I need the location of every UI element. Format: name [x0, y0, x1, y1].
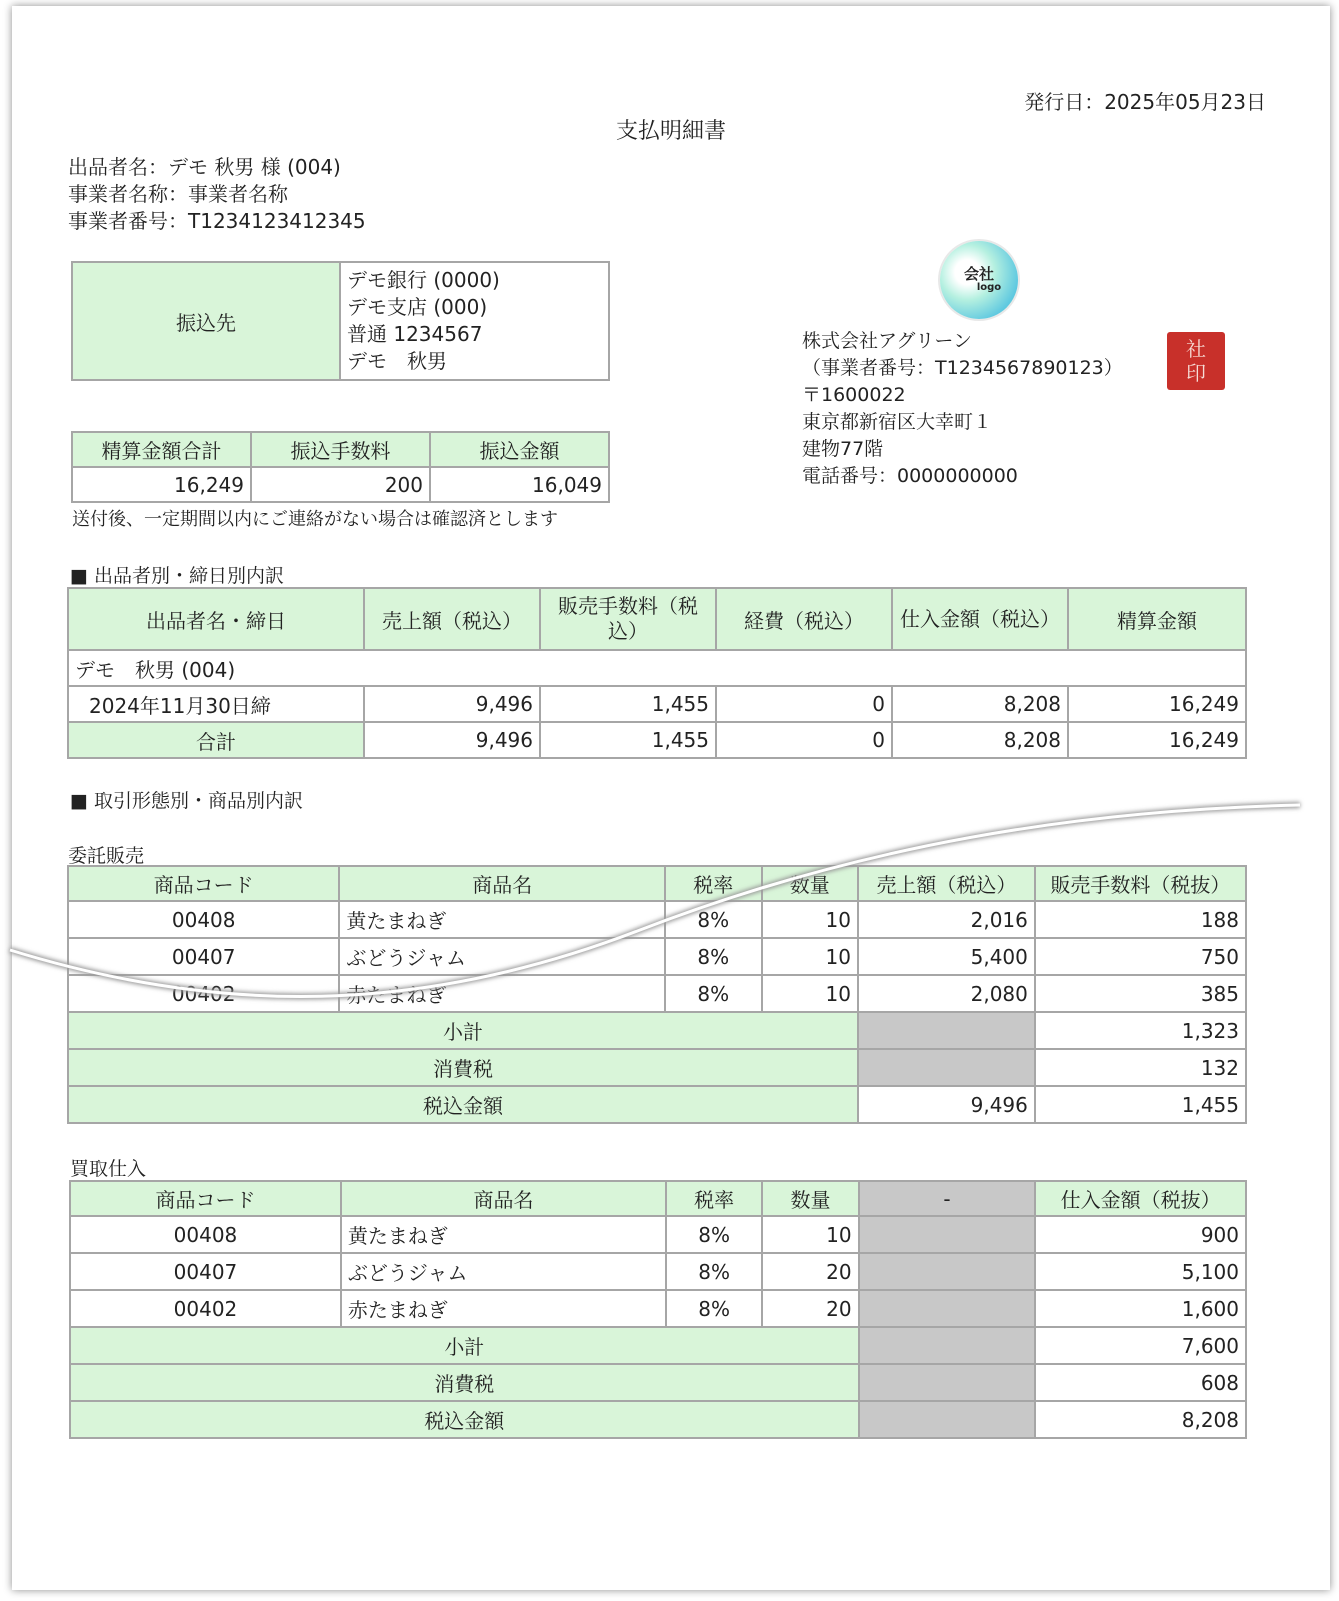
company-address: 東京都新宿区大幸町１ — [802, 411, 993, 433]
summary-table — [71, 431, 610, 503]
purchase-label: 買取仕入 — [70, 1158, 147, 1180]
bank-details — [340, 262, 609, 380]
table-row — [68, 975, 1246, 1012]
table-row — [70, 1216, 1246, 1253]
cell-qty: 10 — [762, 901, 858, 938]
cell-amount: 1,600 — [1035, 1290, 1246, 1327]
col-sales-fee: 販売手数料（税抜） — [1035, 866, 1246, 901]
subtotal-label: 小計 — [70, 1327, 859, 1364]
tax-label: 消費税 — [70, 1364, 859, 1401]
col-purchase: 仕入金額（税込） — [892, 588, 1068, 650]
cell-name: 赤たまねぎ — [339, 975, 665, 1012]
cell-sales: 2,016 — [858, 901, 1035, 938]
seal-char-1: 社 — [1186, 337, 1206, 361]
col-tax-rate: 税率 — [666, 1181, 762, 1216]
cell-name: 黄たまねぎ — [341, 1216, 666, 1253]
cell-name: ぶどうジャム — [341, 1253, 666, 1290]
total-sales: 9,496 — [364, 722, 540, 758]
seller-name: 出品者名：デモ 秋男 様 (004) — [68, 155, 341, 179]
cell-rate: 8% — [665, 901, 761, 938]
summary-header-total: 精算金額合計 — [72, 432, 251, 467]
summary-total-value: 16,249 — [72, 467, 251, 502]
col-settlement: 精算金額 — [1068, 588, 1246, 650]
cell-settlement: 16,249 — [1068, 686, 1246, 722]
cell-qty: 10 — [762, 1216, 858, 1253]
cell-qty: 10 — [762, 975, 858, 1012]
section2-heading: ■ 取引形態別・商品別内訳 — [70, 790, 303, 812]
tax-included-row — [68, 1086, 1246, 1123]
company-postal-code: 〒1600022 — [802, 384, 906, 406]
company-info — [802, 328, 1123, 490]
subtotal-label: 小計 — [68, 1012, 858, 1049]
document-title: 支払明細書 — [615, 119, 726, 144]
col-product-name: 商品名 — [341, 1181, 666, 1216]
table-row — [68, 686, 1246, 722]
cell-rate: 8% — [666, 1290, 762, 1327]
company-seal — [1167, 332, 1225, 390]
col-seller-date: 出品者名・締日 — [68, 588, 364, 650]
consignment-label: 委託販売 — [68, 845, 145, 867]
closing-date: 2024年11月30日締 — [68, 686, 364, 722]
tax-included-fee: 1,455 — [1035, 1086, 1246, 1123]
blank-cell — [858, 1049, 1035, 1086]
col-sales: 売上額（税込） — [364, 588, 540, 650]
total-label: 合計 — [68, 722, 364, 758]
company-logo — [940, 241, 1018, 319]
col-product-name: 商品名 — [339, 866, 665, 901]
tax-row — [70, 1364, 1246, 1401]
col-product-code: 商品コード — [68, 866, 339, 901]
account-number: 普通 1234567 — [347, 322, 483, 346]
cell-code: 00408 — [68, 901, 339, 938]
subtotal-row — [70, 1327, 1246, 1364]
tax-fee: 132 — [1035, 1049, 1246, 1086]
bank-name: デモ銀行 (0000) — [347, 268, 500, 292]
cell-code: 00402 — [68, 975, 339, 1012]
cell-sales: 2,080 — [858, 975, 1035, 1012]
seller-row: デモ 秋男 (004) — [68, 650, 1246, 686]
cell-qty: 20 — [762, 1253, 858, 1290]
tax-label: 消費税 — [68, 1049, 858, 1086]
cell-name: 赤たまねぎ — [341, 1290, 666, 1327]
cell-sales: 9,496 — [364, 686, 540, 722]
col-purchase-amount: 仕入金額（税抜） — [1035, 1181, 1246, 1216]
logo-text-sub: logo — [976, 282, 1002, 293]
table-row — [68, 938, 1246, 975]
cell-code: 00408 — [70, 1216, 341, 1253]
cell-code: 00402 — [70, 1290, 341, 1327]
blank-cell — [859, 1327, 1036, 1364]
tax-included-sales: 9,496 — [858, 1086, 1035, 1123]
cell-amount: 900 — [1035, 1216, 1246, 1253]
blank-cell — [858, 1012, 1035, 1049]
cell-fee: 188 — [1035, 901, 1246, 938]
tax-row — [68, 1049, 1246, 1086]
cell-rate: 8% — [665, 975, 761, 1012]
company-building: 建物77階 — [802, 438, 884, 460]
cell-rate: 8% — [665, 938, 761, 975]
subtotal-row — [68, 1012, 1246, 1049]
cell-sales: 5,400 — [858, 938, 1035, 975]
seller-business-name: 事業者名称：事業者名称 — [68, 182, 288, 206]
table-row — [68, 901, 1246, 938]
cell-code: 00407 — [70, 1253, 341, 1290]
total-settlement: 16,249 — [1068, 722, 1246, 758]
col-sales: 売上額（税込） — [858, 866, 1035, 901]
company-phone: 電話番号：0000000000 — [802, 465, 1018, 487]
cell-amount: 5,100 — [1035, 1253, 1246, 1290]
cell-name: 黄たまねぎ — [339, 901, 665, 938]
seller-breakdown-table — [67, 587, 1247, 759]
document-sheet — [12, 6, 1330, 1590]
cell-purchase: 8,208 — [892, 686, 1068, 722]
consignment-table — [67, 865, 1247, 1124]
bank-label: 振込先 — [72, 262, 340, 380]
tax-included-label: 税込金額 — [68, 1086, 858, 1123]
table-row — [70, 1253, 1246, 1290]
company-name: 株式会社アグリーン — [802, 330, 973, 352]
subtotal-fee: 1,323 — [1035, 1012, 1246, 1049]
summary-transfer-value: 16,049 — [430, 467, 609, 502]
total-row — [68, 722, 1246, 758]
col-sales-fee: 販売手数料（税込） — [540, 588, 716, 650]
issue-date: 発行日：2025年05月23日 — [1024, 90, 1266, 114]
cell-code: 00407 — [68, 938, 339, 975]
subtotal-amount: 7,600 — [1035, 1327, 1246, 1364]
summary-header-transfer: 振込金額 — [430, 432, 609, 467]
cell-qty: 10 — [762, 938, 858, 975]
col-tax-rate: 税率 — [665, 866, 761, 901]
logo-text-main: 会社 — [963, 265, 994, 283]
blank-cell — [859, 1401, 1036, 1438]
tax-included-row — [70, 1401, 1246, 1438]
blank-cell — [859, 1290, 1036, 1327]
cell-fee: 750 — [1035, 938, 1246, 975]
cell-rate: 8% — [666, 1216, 762, 1253]
col-quantity: 数量 — [762, 866, 858, 901]
bank-table — [71, 261, 610, 381]
account-holder: デモ 秋男 — [347, 349, 447, 373]
col-blank: - — [859, 1181, 1036, 1216]
cell-expenses: 0 — [716, 686, 892, 722]
confirmation-note: 送付後、一定期間以内にご連絡がない場合は確認済とします — [72, 509, 558, 530]
cell-name: ぶどうジャム — [339, 938, 665, 975]
seller-info — [68, 154, 366, 235]
total-sales-fee: 1,455 — [540, 722, 716, 758]
table-row — [70, 1290, 1246, 1327]
blank-cell — [859, 1364, 1036, 1401]
blank-cell — [859, 1216, 1036, 1253]
col-quantity: 数量 — [762, 1181, 858, 1216]
total-purchase: 8,208 — [892, 722, 1068, 758]
section1-heading: ■ 出品者別・締日別内訳 — [70, 565, 284, 587]
company-business-number: （事業者番号：T1234567890123） — [802, 357, 1123, 379]
summary-header-fee: 振込手数料 — [251, 432, 430, 467]
cell-sales-fee: 1,455 — [540, 686, 716, 722]
tax-amount: 608 — [1035, 1364, 1246, 1401]
branch-name: デモ支店 (000) — [347, 295, 488, 319]
col-expenses: 経費（税込） — [716, 588, 892, 650]
total-expenses: 0 — [716, 722, 892, 758]
col-product-code: 商品コード — [70, 1181, 341, 1216]
blank-cell — [859, 1253, 1036, 1290]
purchase-table — [69, 1180, 1247, 1439]
tax-included-amount: 8,208 — [1035, 1401, 1246, 1438]
cell-qty: 20 — [762, 1290, 858, 1327]
cell-fee: 385 — [1035, 975, 1246, 1012]
seal-char-2: 印 — [1186, 361, 1206, 385]
seller-business-number: 事業者番号：T1234123412345 — [68, 209, 366, 233]
tax-included-label: 税込金額 — [70, 1401, 859, 1438]
summary-fee-value: 200 — [251, 467, 430, 502]
cell-rate: 8% — [666, 1253, 762, 1290]
